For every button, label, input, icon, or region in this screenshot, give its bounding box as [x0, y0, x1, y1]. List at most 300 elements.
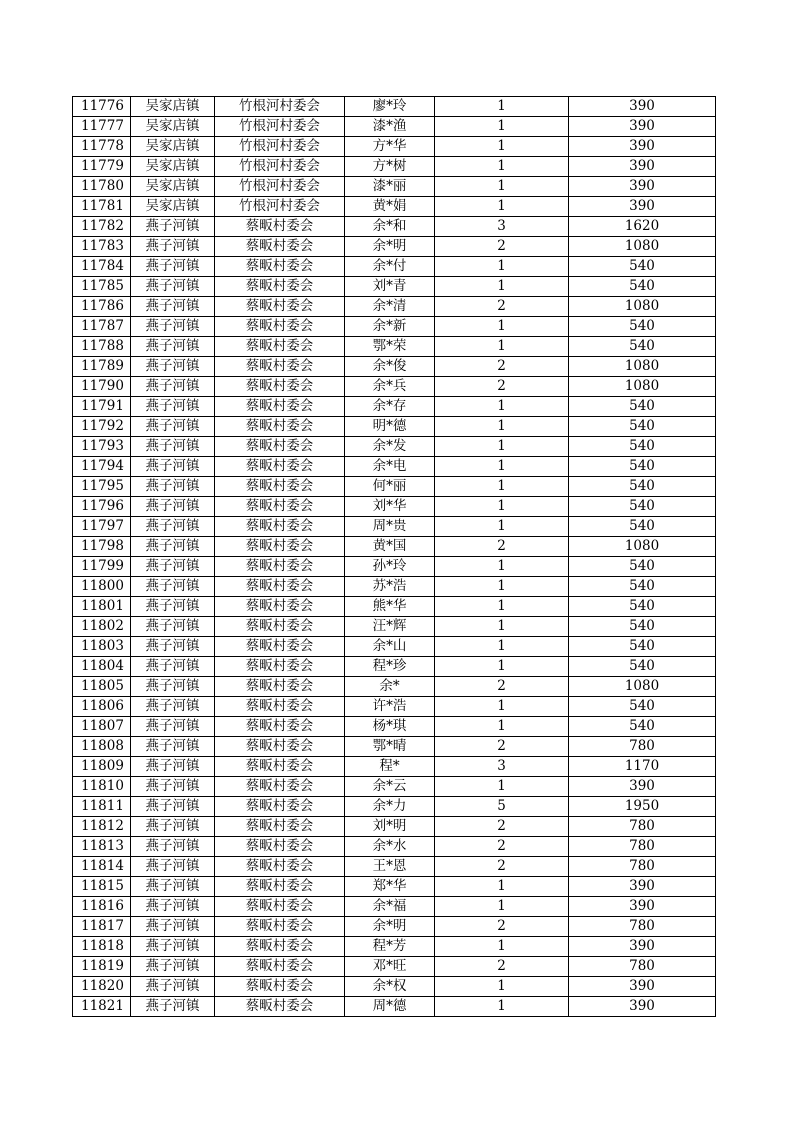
name-cell: 杨*琪: [345, 717, 435, 737]
amount-cell: 540: [569, 457, 716, 477]
village-committee-cell: 竹根河村委会: [215, 117, 345, 137]
table-row: [73, 237, 716, 257]
record-id-cell: 11789: [73, 357, 131, 377]
count-cell: 1: [435, 457, 569, 477]
name-cell: 余*兵: [345, 377, 435, 397]
table-row: [73, 777, 716, 797]
village-committee-cell: 蔡畈村委会: [215, 297, 345, 317]
table-row: [73, 277, 716, 297]
record-id-cell: 11820: [73, 977, 131, 997]
name-cell: 刘*明: [345, 817, 435, 837]
name-cell: 熊*华: [345, 597, 435, 617]
name-cell: 鄂*晴: [345, 737, 435, 757]
village-committee-cell: 竹根河村委会: [215, 137, 345, 157]
village-committee-cell: 蔡畈村委会: [215, 837, 345, 857]
table-row: [73, 697, 716, 717]
count-cell: 1: [435, 937, 569, 957]
record-id-cell: 11798: [73, 537, 131, 557]
village-committee-cell: 蔡畈村委会: [215, 717, 345, 737]
amount-cell: 540: [569, 517, 716, 537]
count-cell: 1: [435, 597, 569, 617]
amount-cell: 390: [569, 897, 716, 917]
town-cell: 燕子河镇: [131, 477, 215, 497]
village-committee-cell: 蔡畈村委会: [215, 497, 345, 517]
count-cell: 1: [435, 337, 569, 357]
amount-cell: 390: [569, 937, 716, 957]
record-id-cell: 11779: [73, 157, 131, 177]
name-cell: 许*浩: [345, 697, 435, 717]
name-cell: 黄*国: [345, 537, 435, 557]
table-row: [73, 917, 716, 937]
record-id-cell: 11812: [73, 817, 131, 837]
amount-cell: 1620: [569, 217, 716, 237]
count-cell: 1: [435, 637, 569, 657]
name-cell: 余*清: [345, 297, 435, 317]
town-cell: 燕子河镇: [131, 597, 215, 617]
count-cell: 2: [435, 677, 569, 697]
table-row: [73, 417, 716, 437]
record-id-cell: 11802: [73, 617, 131, 637]
name-cell: 余*付: [345, 257, 435, 277]
town-cell: 燕子河镇: [131, 717, 215, 737]
name-cell: 余*和: [345, 217, 435, 237]
village-committee-cell: 蔡畈村委会: [215, 257, 345, 277]
amount-cell: 390: [569, 777, 716, 797]
town-cell: 燕子河镇: [131, 377, 215, 397]
table-row: [73, 557, 716, 577]
count-cell: 1: [435, 717, 569, 737]
table-row: [73, 297, 716, 317]
table-row: [73, 357, 716, 377]
count-cell: 3: [435, 217, 569, 237]
town-cell: 燕子河镇: [131, 837, 215, 857]
amount-cell: 540: [569, 337, 716, 357]
town-cell: 燕子河镇: [131, 997, 215, 1017]
record-id-cell: 11793: [73, 437, 131, 457]
count-cell: 2: [435, 297, 569, 317]
name-cell: 周*德: [345, 997, 435, 1017]
record-id-cell: 11797: [73, 517, 131, 537]
name-cell: 方*树: [345, 157, 435, 177]
record-id-cell: 11801: [73, 597, 131, 617]
record-id-cell: 11787: [73, 317, 131, 337]
village-committee-cell: 蔡畈村委会: [215, 537, 345, 557]
village-committee-cell: 蔡畈村委会: [215, 217, 345, 237]
count-cell: 1: [435, 617, 569, 637]
record-id-cell: 11786: [73, 297, 131, 317]
record-id-cell: 11785: [73, 277, 131, 297]
town-cell: 燕子河镇: [131, 677, 215, 697]
village-committee-cell: 竹根河村委会: [215, 157, 345, 177]
record-id-cell: 11778: [73, 137, 131, 157]
amount-cell: 780: [569, 817, 716, 837]
count-cell: 1: [435, 177, 569, 197]
village-committee-cell: 蔡畈村委会: [215, 417, 345, 437]
town-cell: 燕子河镇: [131, 497, 215, 517]
record-id-cell: 11796: [73, 497, 131, 517]
count-cell: 1: [435, 517, 569, 537]
town-cell: 燕子河镇: [131, 437, 215, 457]
record-id-cell: 11811: [73, 797, 131, 817]
amount-cell: 540: [569, 557, 716, 577]
count-cell: 2: [435, 357, 569, 377]
table-row: [73, 177, 716, 197]
amount-cell: 780: [569, 957, 716, 977]
table-row: [73, 217, 716, 237]
table-row: [73, 197, 716, 217]
record-id-cell: 11803: [73, 637, 131, 657]
record-id-cell: 11819: [73, 957, 131, 977]
amount-cell: 540: [569, 397, 716, 417]
count-cell: 1: [435, 477, 569, 497]
table-row: [73, 957, 716, 977]
name-cell: 郑*华: [345, 877, 435, 897]
town-cell: 吴家店镇: [131, 197, 215, 217]
count-cell: 2: [435, 957, 569, 977]
name-cell: 廖*玲: [345, 97, 435, 117]
name-cell: 孙*玲: [345, 557, 435, 577]
village-committee-cell: 蔡畈村委会: [215, 437, 345, 457]
name-cell: 明*德: [345, 417, 435, 437]
table-row: [73, 477, 716, 497]
record-id-cell: 11776: [73, 97, 131, 117]
town-cell: 燕子河镇: [131, 557, 215, 577]
count-cell: 1: [435, 257, 569, 277]
count-cell: 1: [435, 277, 569, 297]
count-cell: 1: [435, 157, 569, 177]
table-row: [73, 717, 716, 737]
record-id-cell: 11800: [73, 577, 131, 597]
town-cell: 吴家店镇: [131, 97, 215, 117]
record-id-cell: 11818: [73, 937, 131, 957]
village-committee-cell: 蔡畈村委会: [215, 677, 345, 697]
amount-cell: 540: [569, 417, 716, 437]
count-cell: 1: [435, 117, 569, 137]
table-row: [73, 997, 716, 1017]
village-committee-cell: 蔡畈村委会: [215, 937, 345, 957]
name-cell: 余*明: [345, 917, 435, 937]
amount-cell: 540: [569, 657, 716, 677]
table-row: [73, 837, 716, 857]
count-cell: 1: [435, 777, 569, 797]
village-committee-cell: 竹根河村委会: [215, 197, 345, 217]
town-cell: 燕子河镇: [131, 417, 215, 437]
name-cell: 何*丽: [345, 477, 435, 497]
amount-cell: 1080: [569, 357, 716, 377]
count-cell: 5: [435, 797, 569, 817]
town-cell: 燕子河镇: [131, 697, 215, 717]
village-committee-cell: 蔡畈村委会: [215, 357, 345, 377]
amount-cell: 390: [569, 157, 716, 177]
record-id-cell: 11777: [73, 117, 131, 137]
town-cell: 燕子河镇: [131, 317, 215, 337]
table-row: [73, 737, 716, 757]
amount-cell: 540: [569, 577, 716, 597]
name-cell: 余*存: [345, 397, 435, 417]
village-committee-cell: 蔡畈村委会: [215, 517, 345, 537]
village-committee-cell: 蔡畈村委会: [215, 977, 345, 997]
record-id-cell: 11799: [73, 557, 131, 577]
table-row: [73, 457, 716, 477]
name-cell: 余*电: [345, 457, 435, 477]
count-cell: 2: [435, 817, 569, 837]
table-row: [73, 797, 716, 817]
record-id-cell: 11780: [73, 177, 131, 197]
village-committee-cell: 蔡畈村委会: [215, 637, 345, 657]
record-id-cell: 11782: [73, 217, 131, 237]
amount-cell: 540: [569, 257, 716, 277]
count-cell: 1: [435, 557, 569, 577]
count-cell: 1: [435, 697, 569, 717]
count-cell: 1: [435, 317, 569, 337]
town-cell: 燕子河镇: [131, 397, 215, 417]
count-cell: 1: [435, 997, 569, 1017]
record-id-cell: 11781: [73, 197, 131, 217]
table-row: [73, 537, 716, 557]
count-cell: 1: [435, 657, 569, 677]
town-cell: 燕子河镇: [131, 917, 215, 937]
table-row: [73, 897, 716, 917]
village-committee-cell: 蔡畈村委会: [215, 877, 345, 897]
record-id-cell: 11815: [73, 877, 131, 897]
count-cell: 1: [435, 97, 569, 117]
count-cell: 1: [435, 497, 569, 517]
count-cell: 1: [435, 397, 569, 417]
amount-cell: 1080: [569, 237, 716, 257]
amount-cell: 1080: [569, 677, 716, 697]
name-cell: 余*福: [345, 897, 435, 917]
name-cell: 刘*青: [345, 277, 435, 297]
record-id-cell: 11794: [73, 457, 131, 477]
count-cell: 3: [435, 757, 569, 777]
village-committee-cell: 蔡畈村委会: [215, 577, 345, 597]
count-cell: 1: [435, 437, 569, 457]
count-cell: 2: [435, 237, 569, 257]
village-committee-cell: 蔡畈村委会: [215, 997, 345, 1017]
village-committee-cell: 蔡畈村委会: [215, 317, 345, 337]
record-id-cell: 11813: [73, 837, 131, 857]
amount-cell: 540: [569, 717, 716, 737]
name-cell: 余*新: [345, 317, 435, 337]
village-committee-cell: 竹根河村委会: [215, 177, 345, 197]
name-cell: 余*力: [345, 797, 435, 817]
name-cell: 余*水: [345, 837, 435, 857]
village-committee-cell: 蔡畈村委会: [215, 237, 345, 257]
amount-cell: 540: [569, 497, 716, 517]
village-committee-cell: 蔡畈村委会: [215, 337, 345, 357]
name-cell: 黄*娟: [345, 197, 435, 217]
count-cell: 2: [435, 737, 569, 757]
amount-cell: 390: [569, 117, 716, 137]
town-cell: 燕子河镇: [131, 657, 215, 677]
town-cell: 燕子河镇: [131, 737, 215, 757]
village-committee-cell: 蔡畈村委会: [215, 397, 345, 417]
table-row: [73, 97, 716, 117]
amount-cell: 390: [569, 997, 716, 1017]
table-row: [73, 397, 716, 417]
village-committee-cell: 竹根河村委会: [215, 97, 345, 117]
count-cell: 1: [435, 897, 569, 917]
amount-cell: 780: [569, 737, 716, 757]
town-cell: 吴家店镇: [131, 157, 215, 177]
record-id-cell: 11816: [73, 897, 131, 917]
village-committee-cell: 蔡畈村委会: [215, 657, 345, 677]
count-cell: 2: [435, 377, 569, 397]
name-cell: 余*权: [345, 977, 435, 997]
town-cell: 燕子河镇: [131, 457, 215, 477]
record-id-cell: 11809: [73, 757, 131, 777]
count-cell: 1: [435, 577, 569, 597]
table-row: [73, 137, 716, 157]
town-cell: 吴家店镇: [131, 177, 215, 197]
town-cell: 燕子河镇: [131, 897, 215, 917]
name-cell: 方*华: [345, 137, 435, 157]
table-row: [73, 117, 716, 137]
name-cell: 余*山: [345, 637, 435, 657]
name-cell: 王*恩: [345, 857, 435, 877]
name-cell: 余*发: [345, 437, 435, 457]
town-cell: 燕子河镇: [131, 237, 215, 257]
table-row: [73, 817, 716, 837]
village-committee-cell: 蔡畈村委会: [215, 737, 345, 757]
village-committee-cell: 蔡畈村委会: [215, 757, 345, 777]
amount-cell: 1080: [569, 297, 716, 317]
town-cell: 燕子河镇: [131, 297, 215, 317]
name-cell: 程*: [345, 757, 435, 777]
amount-cell: 390: [569, 977, 716, 997]
amount-cell: 1080: [569, 377, 716, 397]
amount-cell: 1170: [569, 757, 716, 777]
amount-cell: 1950: [569, 797, 716, 817]
count-cell: 1: [435, 877, 569, 897]
name-cell: 程*芳: [345, 937, 435, 957]
town-cell: 燕子河镇: [131, 517, 215, 537]
amount-cell: 390: [569, 97, 716, 117]
record-id-cell: 11791: [73, 397, 131, 417]
name-cell: 余*俊: [345, 357, 435, 377]
table-row: [73, 937, 716, 957]
amount-cell: 540: [569, 597, 716, 617]
record-id-cell: 11805: [73, 677, 131, 697]
amount-cell: 780: [569, 857, 716, 877]
table-row: [73, 637, 716, 657]
town-cell: 燕子河镇: [131, 537, 215, 557]
town-cell: 燕子河镇: [131, 857, 215, 877]
village-committee-cell: 蔡畈村委会: [215, 697, 345, 717]
town-cell: 燕子河镇: [131, 817, 215, 837]
amount-cell: 540: [569, 317, 716, 337]
table-row: [73, 317, 716, 337]
town-cell: 燕子河镇: [131, 637, 215, 657]
town-cell: 燕子河镇: [131, 577, 215, 597]
table-row: [73, 677, 716, 697]
village-committee-cell: 蔡畈村委会: [215, 457, 345, 477]
amount-cell: 390: [569, 877, 716, 897]
village-committee-cell: 蔡畈村委会: [215, 617, 345, 637]
town-cell: 燕子河镇: [131, 797, 215, 817]
amount-cell: 780: [569, 917, 716, 937]
village-committee-cell: 蔡畈村委会: [215, 897, 345, 917]
table-row: [73, 257, 716, 277]
name-cell: 邓*旺: [345, 957, 435, 977]
village-committee-cell: 蔡畈村委会: [215, 477, 345, 497]
record-id-cell: 11790: [73, 377, 131, 397]
table-row: [73, 517, 716, 537]
town-cell: 燕子河镇: [131, 937, 215, 957]
count-cell: 2: [435, 857, 569, 877]
town-cell: 燕子河镇: [131, 277, 215, 297]
name-cell: 刘*华: [345, 497, 435, 517]
amount-cell: 540: [569, 637, 716, 657]
count-cell: 2: [435, 537, 569, 557]
table-row: [73, 157, 716, 177]
village-committee-cell: 蔡畈村委会: [215, 377, 345, 397]
amount-cell: 390: [569, 177, 716, 197]
town-cell: 燕子河镇: [131, 977, 215, 997]
count-cell: 1: [435, 417, 569, 437]
table-row: [73, 857, 716, 877]
town-cell: 燕子河镇: [131, 877, 215, 897]
town-cell: 燕子河镇: [131, 777, 215, 797]
amount-cell: 540: [569, 437, 716, 457]
record-id-cell: 11792: [73, 417, 131, 437]
name-cell: 程*珍: [345, 657, 435, 677]
amount-cell: 1080: [569, 537, 716, 557]
table-row: [73, 497, 716, 517]
name-cell: 余*云: [345, 777, 435, 797]
table-row: [73, 877, 716, 897]
town-cell: 燕子河镇: [131, 617, 215, 637]
village-committee-cell: 蔡畈村委会: [215, 277, 345, 297]
amount-cell: 390: [569, 197, 716, 217]
town-cell: 燕子河镇: [131, 957, 215, 977]
town-cell: 燕子河镇: [131, 757, 215, 777]
amount-cell: 540: [569, 617, 716, 637]
record-id-cell: 11810: [73, 777, 131, 797]
name-cell: 余*: [345, 677, 435, 697]
amount-cell: 390: [569, 137, 716, 157]
town-cell: 燕子河镇: [131, 217, 215, 237]
amount-cell: 540: [569, 697, 716, 717]
table-row: [73, 337, 716, 357]
town-cell: 吴家店镇: [131, 137, 215, 157]
table-row: [73, 657, 716, 677]
table-row: [73, 437, 716, 457]
town-cell: 燕子河镇: [131, 257, 215, 277]
village-committee-cell: 蔡畈村委会: [215, 797, 345, 817]
village-committee-cell: 蔡畈村委会: [215, 777, 345, 797]
village-committee-cell: 蔡畈村委会: [215, 817, 345, 837]
table-row: [73, 597, 716, 617]
town-cell: 燕子河镇: [131, 337, 215, 357]
amount-cell: 540: [569, 277, 716, 297]
village-committee-cell: 蔡畈村委会: [215, 917, 345, 937]
village-committee-cell: 蔡畈村委会: [215, 857, 345, 877]
name-cell: 鄂*荣: [345, 337, 435, 357]
count-cell: 1: [435, 197, 569, 217]
record-id-cell: 11807: [73, 717, 131, 737]
record-id-cell: 11806: [73, 697, 131, 717]
record-id-cell: 11808: [73, 737, 131, 757]
table-body: [73, 97, 716, 1017]
data-table: [72, 96, 716, 1017]
table-row: [73, 377, 716, 397]
record-id-cell: 11783: [73, 237, 131, 257]
name-cell: 苏*浩: [345, 577, 435, 597]
amount-cell: 540: [569, 477, 716, 497]
record-id-cell: 11804: [73, 657, 131, 677]
town-cell: 燕子河镇: [131, 357, 215, 377]
